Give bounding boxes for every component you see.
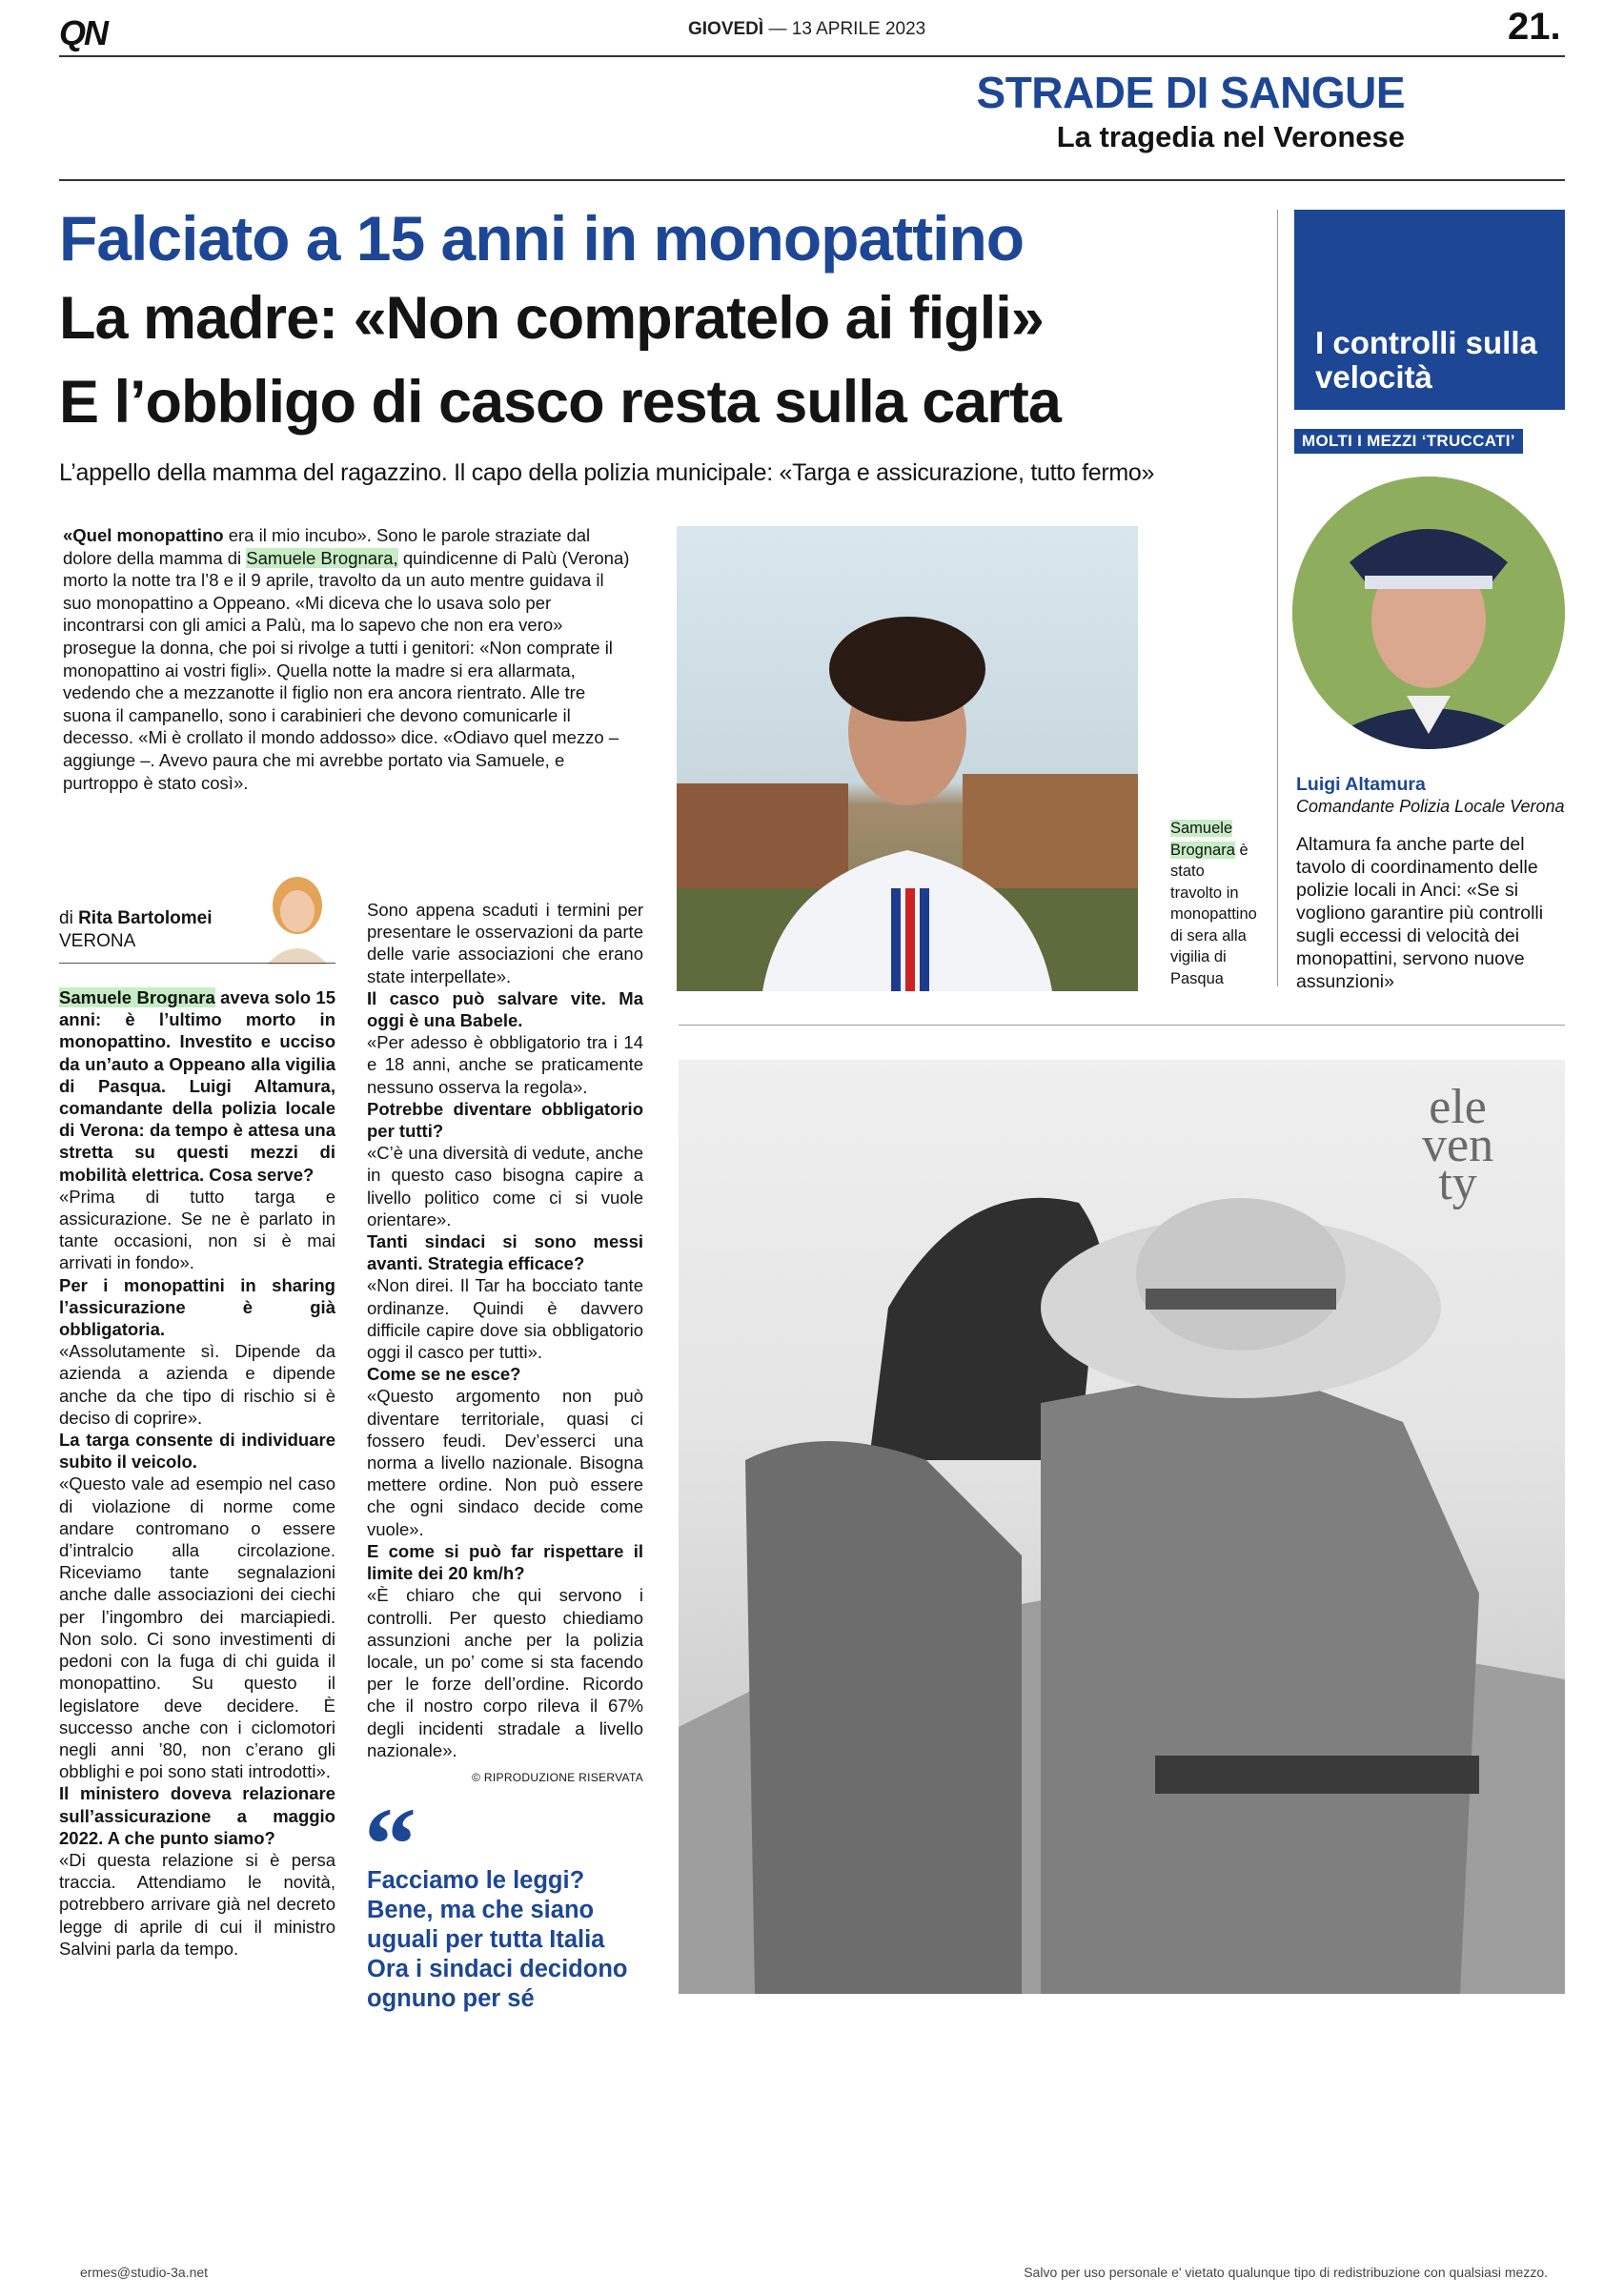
sidebar-box-title: I controlli sulla velocità — [1315, 325, 1537, 395]
question-9: E come si può far rispettare il limite dei 20 km/h? — [367, 1540, 643, 1584]
answer-3: «Questo vale ad esempio nel caso di violazione di norme come andare contromano o essere d’intralcio alla circolazione. Riceviamo tante segnalazioni anche dalle associazioni dei ciechi per l’ingombro dei marciapiedi. Non solo. Ci sono investimenti di pedoni con la fuga di chi guida il monopattino. Su questo il legislatore deve decidere. È successo anche con i ciclomotori negli anni ’80, non c’erano gli obblighi e poi sono stati introdotti». — [59, 1473, 335, 1782]
intro-rest: quindicenne di Palù (Verona) morto la notte tra l’8 e il 9 aprile, travolto da un auto mentre guidava il suo monopattino a Oppeano. «Mi diceva che lo usava solo per incontrarsi con gli amici a Palù, ma lo sapevo che non era vero» prosegue la donna, che poi si rivolge a tutti i genitori: «Non comprate il monopattino ai vostri figli». Quella notte la madre si era allarmata, vedendo che a mezzanotte il figlio non era ancora rientrato. Alle tre suona il campanello, sono i carabinieri che devono comunicarle il decesso. «Mi è crollato il mondo addosso» dice. «Odiavo quel mezzo – aggiunge –. Avevo paura che mi avrebbe portato via Samuele, e purtroppo è stato così». — [63, 547, 630, 793]
byline-prefix: di — [59, 908, 73, 928]
byline — [59, 907, 213, 953]
answer-1: «Prima di tutto targa e assicurazione. Se ne è parlato in tante occasioni, non si è mai arrivati in fondo». — [59, 1186, 335, 1273]
header-day: GIOVEDÌ — [688, 19, 764, 39]
advert-rule — [679, 1025, 1565, 1026]
article-summary: L’appello della mamma del ragazzino. Il capo della polizia municipale: «Targa e assicurazione, tutto fermo» — [59, 459, 1155, 486]
eleventy-logo — [1422, 1080, 1494, 1210]
eleventy-logo-line1: ele — [1429, 1080, 1487, 1134]
question-5: Il casco può salvare vite. Ma oggi è una Babele. — [367, 987, 643, 1031]
headline-line3: E l’obbligo di casco resta sulla carta — [59, 369, 1061, 436]
photo-caption-name: Samuele Brognara — [1170, 820, 1235, 859]
altamura-photo — [1292, 477, 1565, 749]
sidebar-tag: MOLTI I MEZZI ‘TRUCCATI’ — [1294, 429, 1523, 454]
photo-caption — [1170, 818, 1258, 989]
section-subtitle: La tragedia nel Veronese — [1056, 120, 1405, 153]
headline-line1: Falciato a 15 anni in monopattino — [59, 203, 1025, 274]
question-7: Tanti sindaci si sono messi avanti. Strategia efficace? — [367, 1231, 643, 1274]
article-column-2 — [367, 899, 643, 1789]
samuele-photo — [677, 526, 1138, 991]
article-column-1 — [59, 986, 335, 1960]
question-6: Potrebbe diventare obbligatorio per tutti? — [367, 1098, 643, 1142]
answer-6: «C’è una diversità di vedute, anche in questo caso bisogna capire a livello politico come ci si vuole orientare». — [367, 1143, 643, 1229]
intro-lead: «Quel monopattino — [63, 525, 224, 545]
intro-text — [63, 524, 635, 794]
answer-7: «Non direi. Il Tar ha bocciato tante ordinanze. Quindi è davvero difficile capire dove sia obbligatorio oggi il casco per tutti». — [367, 1275, 643, 1363]
answer-4: «Di questa relazione si è persa traccia. Attendiamo le novità, potrebbero arrivare già nel decreto legge di aprile di cui il ministro Salvini parla da tempo. — [59, 1849, 335, 1959]
footer-email[interactable]: ermes@studio-3a.net — [80, 2265, 209, 2280]
section-title: STRADE DI SANGUE — [976, 68, 1405, 117]
photo-caption-text: è stato travolto in monopattino di sera alla vigilia di Pasqua — [1170, 841, 1257, 987]
answer-9: «È chiaro che qui servono i controlli. Per questo chiediamo assunzioni anche per la polizia locale, un po’ come si sta facendo per le forze dell’ordine. Ricordo che il nostro corpo rileva il 67% degli incidenti stradale a livello nazionale». — [367, 1585, 643, 1760]
qn-logo: QN — [59, 13, 107, 52]
photo-illustration — [677, 526, 1138, 991]
question-8: Come se ne esce? — [367, 1364, 521, 1385]
sidebar-rule-left — [1277, 210, 1278, 986]
lead-name: Samuele Brognara — [59, 987, 215, 1007]
byline-rule — [59, 963, 335, 964]
footer-notice: Salvo per uso personale e' vietato qualunque tipo di redistribuzione con qualsiasi mezzo. — [1024, 2265, 1548, 2280]
sidebar-person-role: Comandante Polizia Locale Verona — [1296, 797, 1565, 816]
question-2: Per i monopattini in sharing l’assicurazione è già obbligatoria. — [59, 1274, 335, 1340]
byline-author: Rita Bartolomei — [78, 908, 213, 928]
header-date-text: 13 APRILE 2023 — [791, 19, 926, 39]
headline-line2: La madre: «Non compratelo ai figli» — [59, 285, 1044, 352]
header-rule — [59, 55, 1565, 57]
header-dash: — — [768, 19, 787, 39]
quote-mark: “ — [364, 1786, 416, 1902]
question-3: La targa consente di individuare subito il veicolo. — [59, 1430, 335, 1473]
intro-name: Samuele Brognara, — [246, 547, 398, 568]
lead-paragraph — [59, 986, 335, 1186]
answer-8: «Questo argomento non può diventare territoriale, quasi ci fossero feudi. Dev’esserci una norma a livello nazionale. Bisogna mettere ordine. Non può essere che ogni sindaco decide come vuole». — [367, 1386, 643, 1539]
answer-2: «Assolutamente sì. Dipende da azienda a azienda e dipende anche da che tipo di rischio si è deciso di coprire». — [59, 1341, 335, 1428]
intro-lead-rest: era il mio incubo». Sono le parole straziate dal dolore della mamma di — [63, 525, 591, 568]
sidebar-text: Altamura fa anche parte del tavolo di coordinamento delle polizie locali in Anci: «Se si vogliono garantire più controlli sugli eccessi di velocità dei monopattini, servono nuove assunzioni» — [1296, 834, 1544, 992]
byline-city: VERONA — [59, 931, 136, 951]
answer-5: «Per adesso è obbligatorio tra i 14 e 18 anni, anche se praticamente nessuno osserva la regola». — [367, 1032, 643, 1097]
header-date — [688, 19, 925, 40]
sidebar-box — [1294, 210, 1565, 410]
eleventy-logo-line2: ven — [1422, 1118, 1494, 1172]
sidebar-person-name: Luigi Altamura — [1296, 774, 1426, 795]
author-avatar — [259, 869, 334, 965]
eleventy-logo-line3: ty — [1438, 1156, 1477, 1210]
eleventy-advert[interactable] — [679, 1060, 1565, 1994]
page-number: 21. — [1508, 6, 1561, 48]
copyright: © RIPRODUZIONE RISERVATA — [472, 1770, 643, 1784]
answer-4-continued: Sono appena scaduti i termini per presentare le osservazioni da parte delle varie associazioni che erano state interpellate». — [367, 900, 643, 986]
section-rule — [59, 179, 1565, 181]
lead-text: aveva solo 15 anni: è l’ultimo morto in monopattino. Investito e ucciso da un’auto a Oppeano alla vigilia di Pasqua. Luigi Altamura, comandante della polizia locale di Verona: da tempo è attesa una stretta su questi mezzi di mobilità elettrica. Cosa serve? — [59, 987, 335, 1185]
question-4: Il ministero doveva relazionare sull’assicurazione a maggio 2022. A che punto siamo? — [59, 1783, 335, 1848]
pull-quote: Facciamo le leggi? Bene, ma che siano uguali per tutta Italia Ora i sindaci decidono ognuno per sé — [367, 1867, 628, 2012]
